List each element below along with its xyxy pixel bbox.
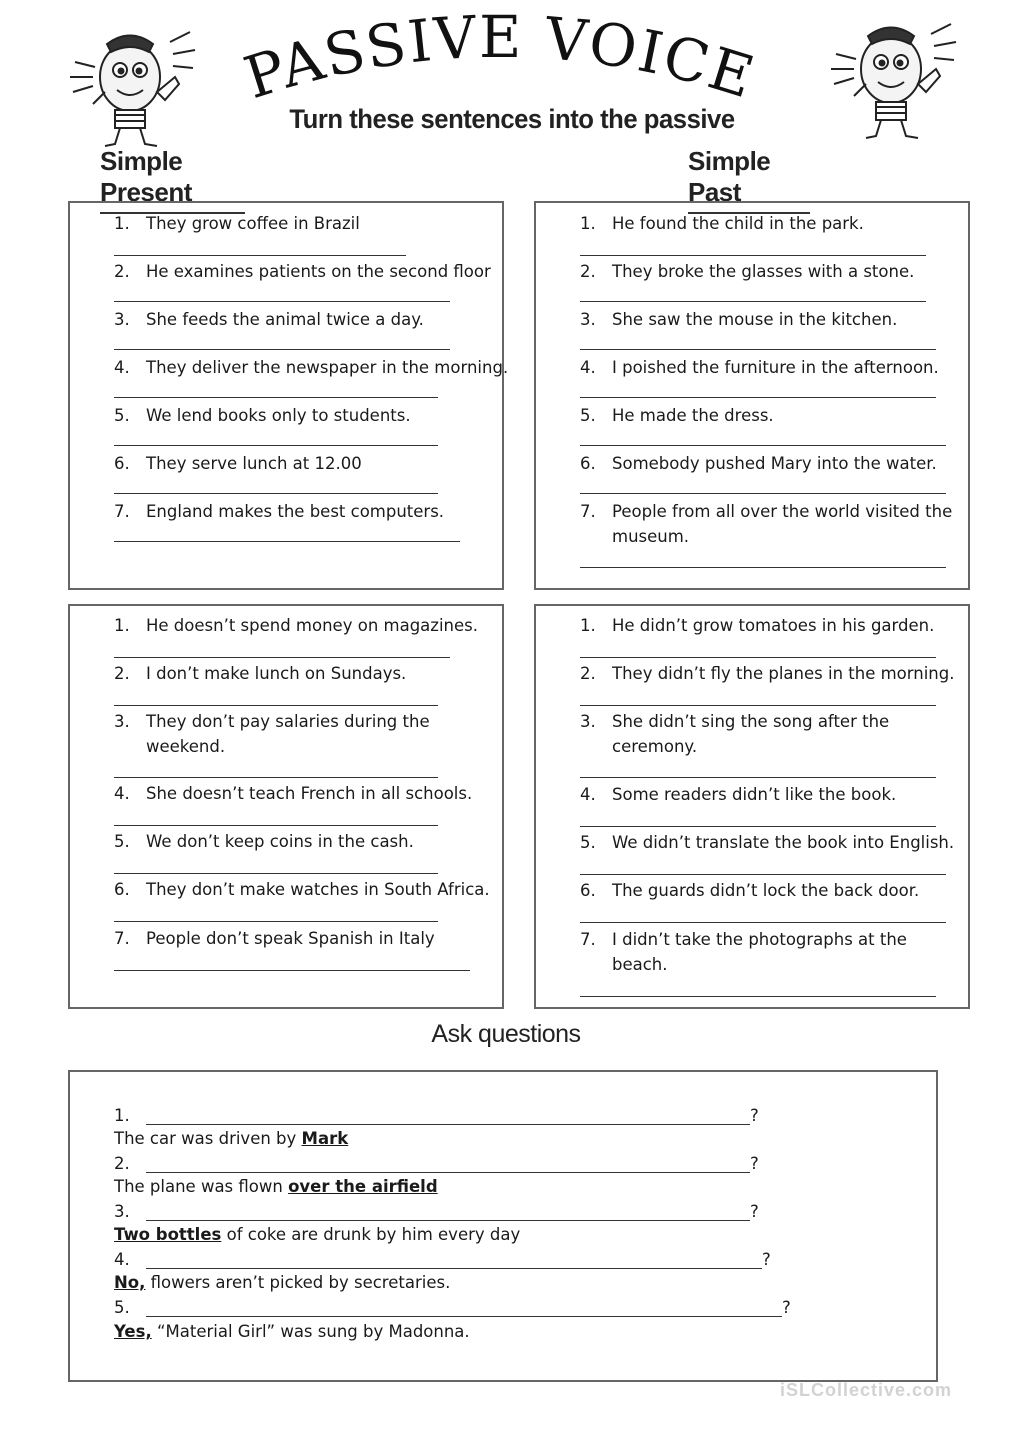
answer-line[interactable] xyxy=(580,397,936,398)
heading-simple-past: Simple Past xyxy=(688,146,810,214)
watermark: iSLCollective.com xyxy=(780,1380,953,1400)
question-answer: Two bottles of coke are drunk by him every day xyxy=(114,1225,521,1244)
exercise-box-past-negative: 1. He didn’t grow tomatoes in his garden. 2. They didn’t fly the planes in the morning. 3. She didn’t sing the song after the ceremony. 4. Some readers didn’t like the book. 5. We didn’t translate the book into English. 6. The guards didn’t lock the back door. 7. I didn’t take the photographs at the beach. xyxy=(534,604,970,1009)
exercise-box-questions xyxy=(68,1070,938,1382)
answer-line[interactable] xyxy=(580,255,926,256)
answer-line[interactable] xyxy=(114,777,438,778)
question-answer: Yes, “Material Girl” was sung by Madonna. xyxy=(114,1322,470,1341)
question-number: 3. xyxy=(114,1202,130,1221)
question-number: 5. xyxy=(114,1298,130,1317)
exercise-box-present-negative: 1. He doesn’t spend money on magazines. 2. I don’t make lunch on Sundays. 3. They don’t pay salaries during the weekend. 4. She doesn’t teach French in all schools. 5. We don’t keep coins in the cash. 6. They don’t make watches in South Africa. 7. People don’t speak Spanish in Italy xyxy=(68,604,504,1009)
answer-line[interactable] xyxy=(114,873,438,874)
question-answer: No, flowers aren’t picked by secretaries. xyxy=(114,1273,451,1292)
answer-line[interactable] xyxy=(580,301,926,302)
answer-line[interactable] xyxy=(114,921,438,922)
question-mark: ? xyxy=(750,1154,759,1173)
answer-line[interactable] xyxy=(580,349,936,350)
answer-line[interactable] xyxy=(146,1268,762,1269)
answer-line[interactable] xyxy=(146,1220,750,1221)
exercise-box-present-affirmative: 1. They grow coffee in Brazil 2. He examines patients on the second floor 3. She feeds the animal twice a day. 4. They deliver the newspaper in the morning. 5. We lend books only to students. 6. They serve lunch at 12.00 7. England makes the best computers. xyxy=(68,201,504,590)
question-mark: ? xyxy=(750,1106,759,1125)
page-title xyxy=(220,12,780,112)
answer-line[interactable] xyxy=(114,397,438,398)
answer-line[interactable] xyxy=(580,567,946,568)
question-mark: ? xyxy=(762,1250,771,1269)
answer-line[interactable] xyxy=(114,541,460,542)
answer-line[interactable] xyxy=(580,705,936,706)
answer-line[interactable] xyxy=(114,255,406,256)
answer-line[interactable] xyxy=(580,996,936,997)
answer-line[interactable] xyxy=(114,349,450,350)
answer-line[interactable] xyxy=(114,445,438,446)
answer-line[interactable] xyxy=(580,777,936,778)
answer-line[interactable] xyxy=(114,705,438,706)
answer-line[interactable] xyxy=(580,657,936,658)
subtitle: Turn these sentences into the passive xyxy=(289,104,735,134)
question-mark: ? xyxy=(782,1298,791,1317)
question-number: 1. xyxy=(114,1106,130,1125)
answer-line[interactable] xyxy=(580,922,946,923)
heading-simple-present: Simple Present xyxy=(100,146,245,214)
question-mark: ? xyxy=(750,1202,759,1221)
answer-line[interactable] xyxy=(146,1172,750,1173)
answer-line[interactable] xyxy=(580,826,936,827)
exercise-box-past-affirmative: 1. He found the child in the park. 2. They broke the glasses with a stone. 3. She saw the mouse in the kitchen. 4. I poished the furniture in the afternoon. 5. He made the dress. 6. Somebody pushed Mary into the water. 7. People from all over the world visited the museum. xyxy=(534,201,970,590)
svg-text:PASSIVE VOICE: PASSIVE VOICE xyxy=(236,12,764,112)
question-number: 2. xyxy=(114,1154,130,1173)
answer-line[interactable] xyxy=(146,1124,750,1125)
question-number: 4. xyxy=(114,1250,130,1269)
answer-line[interactable] xyxy=(580,874,946,875)
answer-line[interactable] xyxy=(580,493,946,494)
answer-line[interactable] xyxy=(580,445,946,446)
answer-line[interactable] xyxy=(114,657,450,658)
answer-line[interactable] xyxy=(146,1316,782,1317)
answer-line[interactable] xyxy=(114,493,438,494)
question-answer: The car was driven by Mark xyxy=(114,1129,349,1148)
question-answer: The plane was flown over the airfield xyxy=(114,1177,438,1196)
heading-ask-questions: Ask questions xyxy=(431,1020,581,1048)
answer-line[interactable] xyxy=(114,970,470,971)
answer-line[interactable] xyxy=(114,825,438,826)
answer-line[interactable] xyxy=(114,301,450,302)
